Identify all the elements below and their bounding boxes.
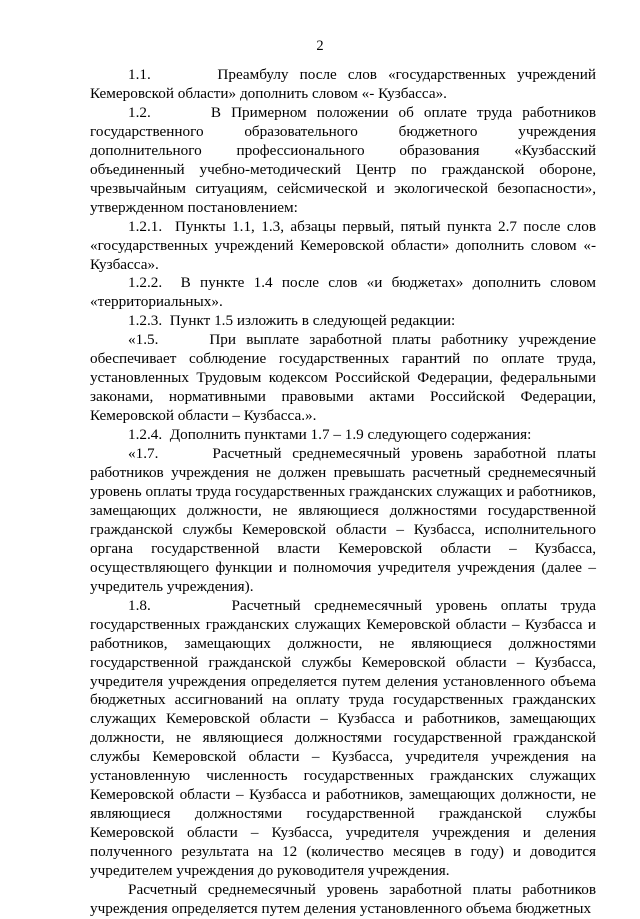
paragraph-1-2-3: 1.2.3. Пункт 1.5 изложить в следующей редакции: <box>128 312 456 330</box>
paragraph-1-5-quote: «1.5. При выплате заработной платы работнику учреждение обеспечивает соблюдение государственных гарантий по оплате труда, установленных Трудовым кодексом Российской Федерации, федеральными законами, нормативными правовыми актами Российской Федерации, Кемеровской области – Кузбасса.». <box>90 331 596 425</box>
paragraph-1-1: 1.1. Преамбулу после слов «государственных учреждений Кемеровской области» дополнить словом «- Кузбасса». <box>90 66 596 102</box>
paragraph-1-2-2: 1.2.2. В пункте 1.4 после слов «и бюджетах» дополнить словом «территориальных». <box>90 274 596 311</box>
page-number: 2 <box>316 38 324 54</box>
paragraph-1-8: 1.8. Расчетный среднемесячный уровень оплаты труда государственных гражданских служащих Кемеровской области – Кузбасса и работников, замещающих должности, не являющиеся должностями государственной гражданской службы Кемеровской области – Кузбасса, учредителя учреждения определяется путем деления установленного объема бюджетных ассигнований на оплату труда государственных гражданских служащих Кемеровской области – Кузбасса и работников, замещающих должности, не являющиеся должностями государственной гражданской службы Кемеровской области – Кузбасса, учредителя учреждения на установленную численность государственных гражданских служащих Кемеровской области – Кузбасса и работников, замещающих должности, не являющиеся должностями государственной гражданской службы Кемеровской области – Кузбасса, учредителя учреждения и деления полученного результата на 12 (количество месяцев в году) и доводится учредителем учреждения до руководителя учреждения. <box>90 596 596 880</box>
paragraph-1-2: 1.2. В Примерном положении об оплате труда работников государственного образовательного бюджетного учреждения дополнительного профессионального образования «Кузбасский объединенный учебно-методический Центр по гражданской обороне, чрезвычайным ситуациям, сейсмической и экологической безопасности», утвержденном постановлением: <box>90 103 596 216</box>
paragraph-1-7-quote: «1.7. Расчетный среднемесячный уровень заработной платы работников учреждения не должен превышать расчетный среднемесячный уровень оплаты труда государственных гражданских служащих и работников, замещающих должности, не являющиеся должностями государственной гражданской службы Кемеровской области – Кузбасса, исполнительного органа государственной власти Кемеровской области – Кузбасса, осуществляющего функции и полномочия учредителя учреждения (далее – учредитель учреждения). <box>90 445 596 595</box>
document-body <box>90 66 596 919</box>
paragraph-salary-calculation: Расчетный среднемесячный уровень заработной платы работников учреждения определяется путем деления установленного объема бюджетных <box>90 880 596 917</box>
paragraph-1-2-1: 1.2.1. Пункты 1.1, 1.3, абзацы первый, пятый пункта 2.7 после слов «государственных учреждений Кемеровской области» дополнить словом «- Кузбасса». <box>90 217 596 273</box>
paragraph-1-2-4: 1.2.4. Дополнить пунктами 1.7 – 1.9 следующего содержания: <box>128 426 532 444</box>
